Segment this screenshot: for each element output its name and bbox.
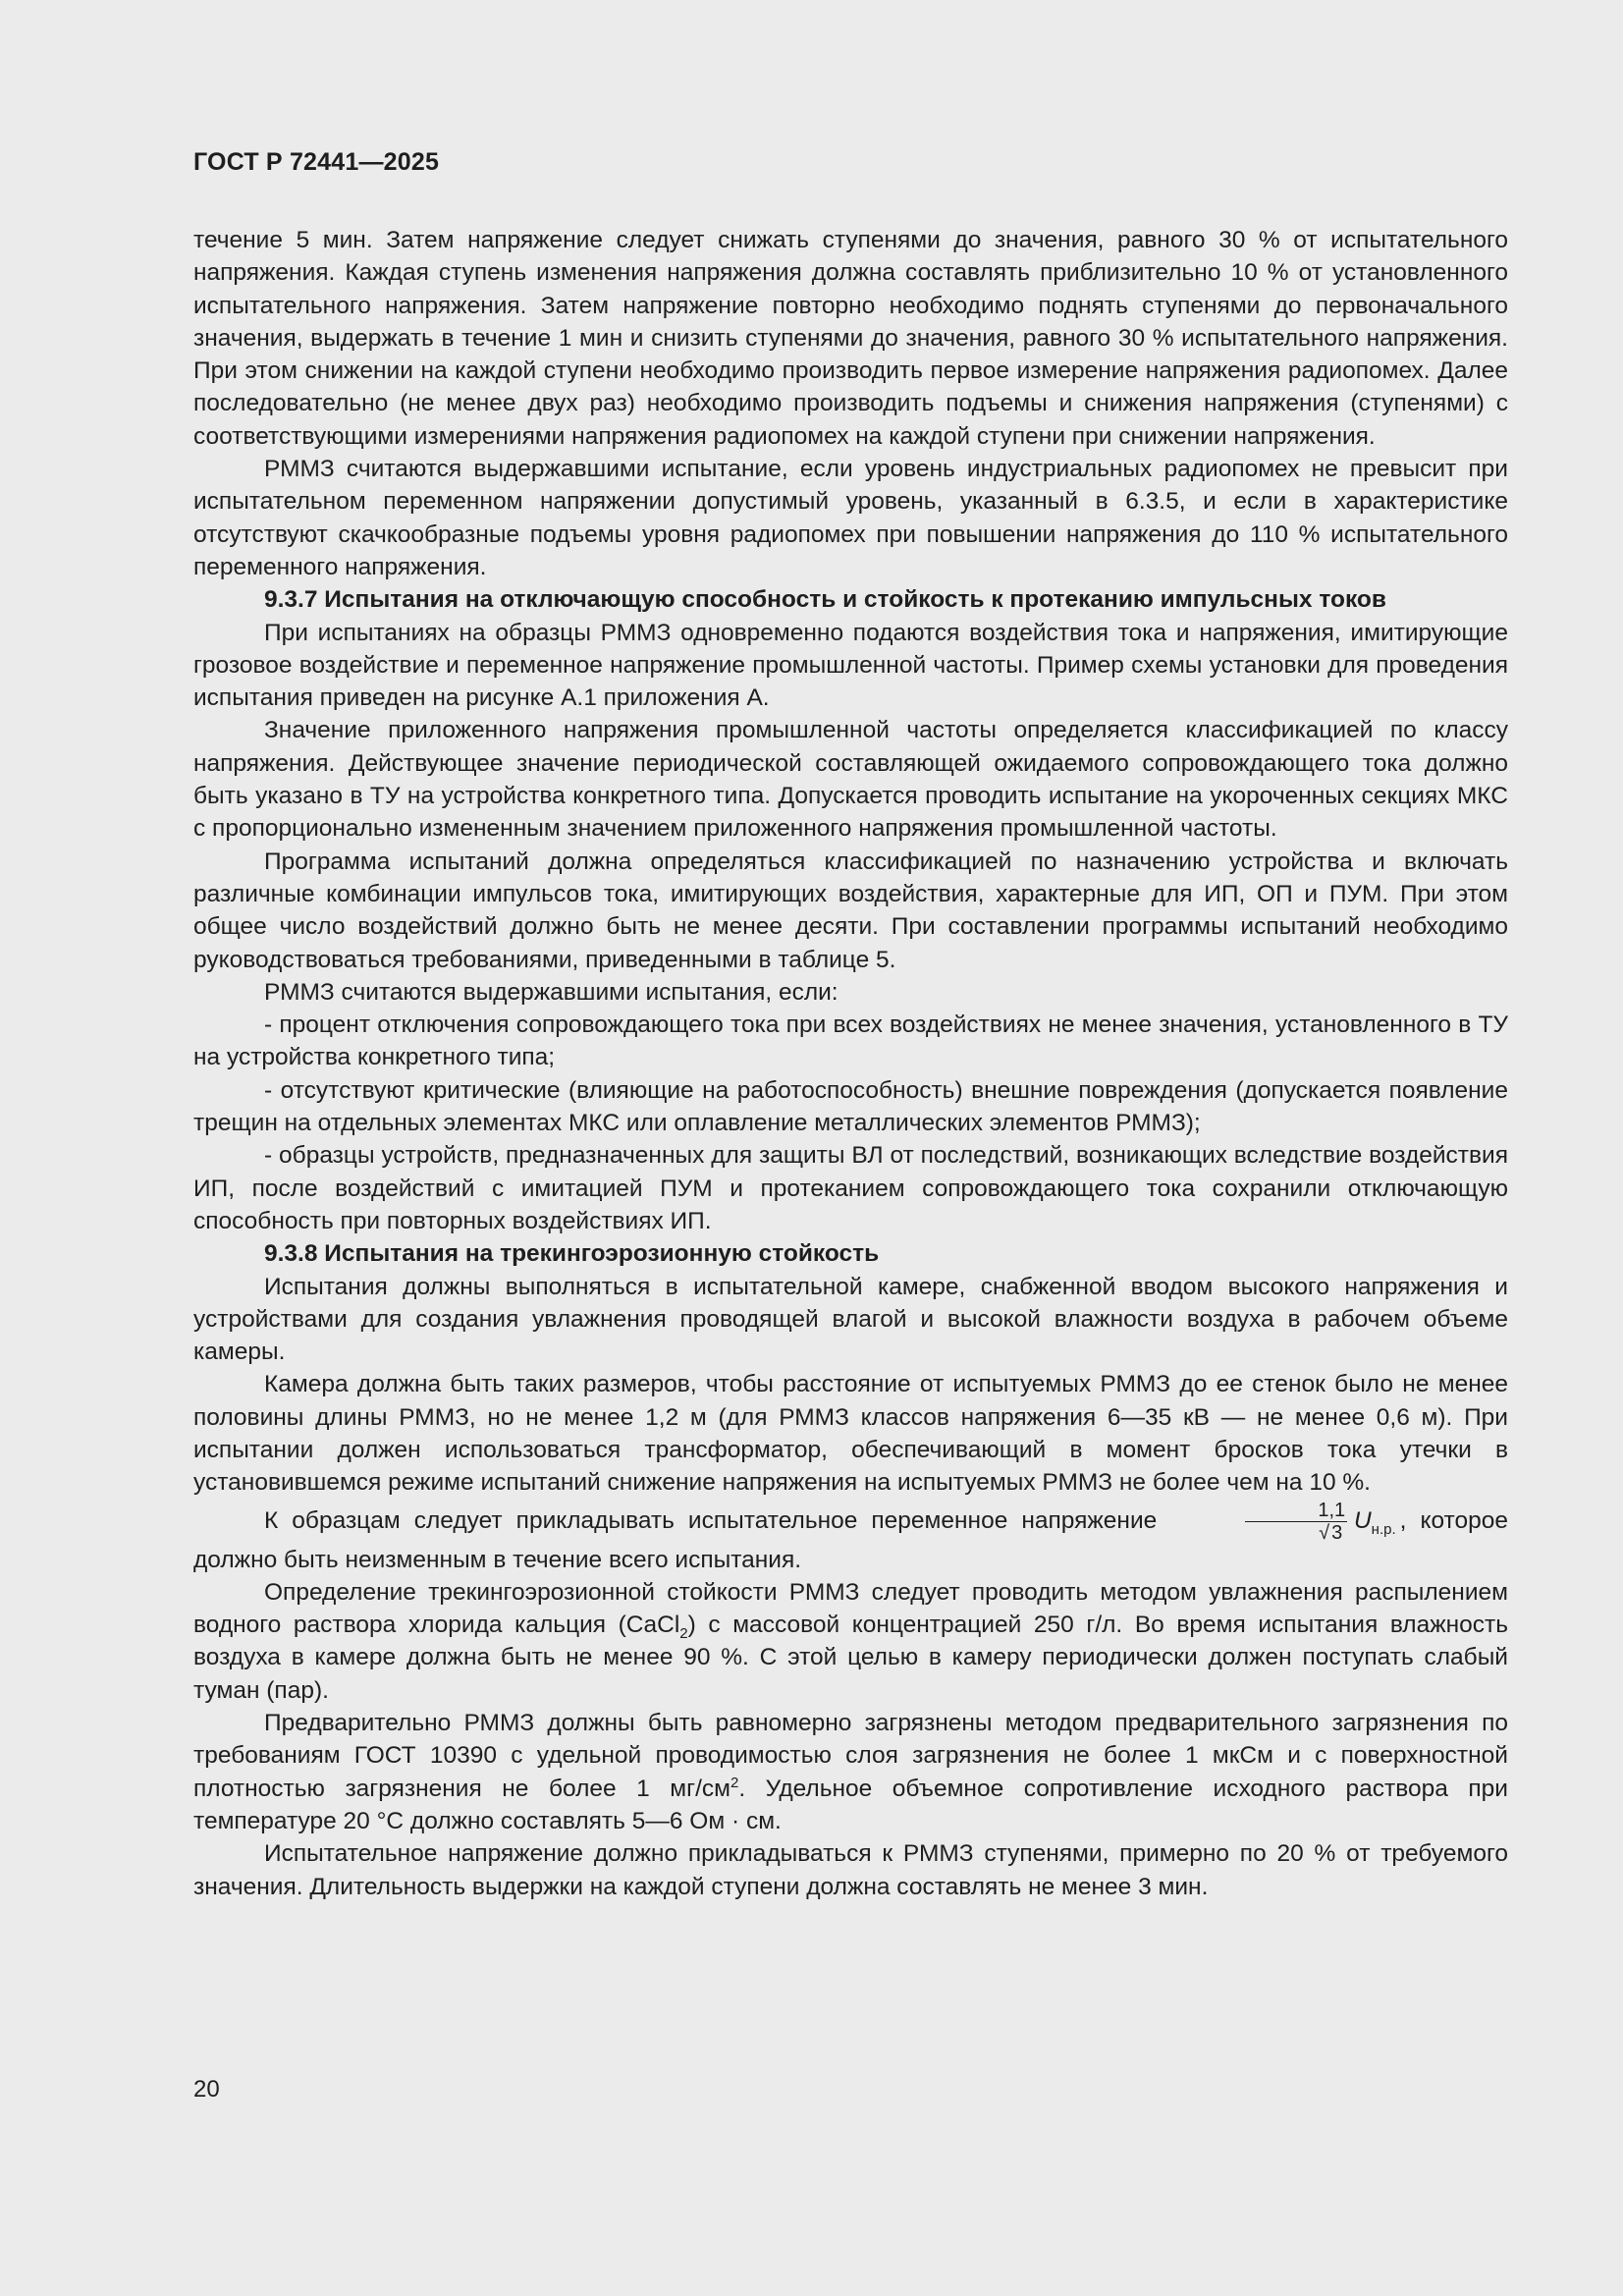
text-run: Предварительно РММЗ должны быть равномерно загрязнены методом предварительного загрязнения по требованиям ГОСТ 10390 с удельной проводимостью слоя загрязнения не более 1 мкСм и с поверхностной плотностью загрязнения не более 1 мг/см [193, 1710, 1508, 1802]
text-run: , которое должно быть неизменным в течение всего испытания. [193, 1506, 1508, 1573]
text-run: ) с массовой концентрацией 250 г/л. Во время испытания влажность воздуха в камере должна быть не менее 90 %. С этой целью в камеру периодически должен поступать слабый туман (пар). [193, 1612, 1508, 1704]
voltage-symbol: U [1353, 1506, 1372, 1534]
section-heading-9-3-7: 9.3.7 Испытания на отключающую способность и стойкость к протеканию импульсных токов [264, 586, 1386, 614]
paragraph [193, 1576, 1508, 1707]
sqrt-argument: 3 [1331, 1521, 1343, 1544]
section-heading-9-3-8: 9.3.8 Испытания на трекингоэрозионную стойкость [264, 1240, 880, 1268]
paragraph: Камера должна быть таких размеров, чтобы расстояние от испытуемых РММЗ до ее стенок было не менее половины длины РММЗ, но не менее 1,2 м (для РММЗ классов напряжения 6—35 кВ — не менее 0,6 м). При испытании должен использоваться трансформатор, обеспечивающий в момент бросков тока утечки в установившемся режиме испытаний снижение напряжения на испытуемых РММЗ не более чем на 10 %. [193, 1371, 1508, 1497]
paragraph [193, 1707, 1508, 1837]
paragraph: РММЗ считаются выдержавшими испытания, если: [264, 978, 839, 1006]
text-run: К образцам следует прикладывать испытательное переменное напряжение [264, 1506, 1158, 1534]
fraction [1245, 1500, 1347, 1544]
voltage-subscript: н.р. [1371, 1520, 1396, 1538]
document-header: ГОСТ Р 72441—2025 [193, 148, 440, 176]
list-item: - процент отключения сопровождающего тока при всех воздействиях не менее значения, установленного в ТУ на устройства конкретного типа; [193, 1011, 1508, 1071]
paragraph-with-formula [193, 1500, 1508, 1576]
voltage-formula [1174, 1500, 1395, 1544]
list-item: - отсутствуют критические (влияющие на работоспособность) внешние повреждения (допускается появление трещин на отдельных элементах МКС или оплавление металлических элементов РММЗ); [193, 1076, 1508, 1137]
document-body [193, 224, 1508, 1903]
paragraph: Значение приложенного напряжения промышленной частоты определяется классификацией по классу напряжения. Действующее значение периодической составляющей ожидаемого сопровождающего тока должно быть указано в ТУ на устройства конкретного типа. Допускается проводить испытание на укороченных секциях МКС с пропорционально измененным значением приложенного напряжения промышленной частоты. [193, 717, 1508, 843]
paragraph: При испытаниях на образцы РММЗ одновременно подаются воздействия тока и напряжения, имитирующие грозовое воздействие и переменное напряжение промышленной частоты. Пример схемы установки для проведения испытания приведен на рисунке А.1 приложения А. [193, 619, 1508, 712]
text-run: Определение трекингоэрозионной стойкости РММЗ следует проводить методом увлажнения распылением водного раствора хлорида кальция (CaCl [193, 1578, 1508, 1639]
fraction-numerator: 1,1 [1245, 1500, 1347, 1522]
paragraph: течение 5 мин. Затем напряжение следует снижать ступенями до значения, равного 30 % от испытательного напряжения. Каждая ступень изменения напряжения должна составлять приблизительно 10 % от установленного испытательного напряжения. Затем напряжение повторно необходимо поднять ступенями до первоначального значения, выдержать в течение 1 мин и снизить ступенями до значения, равного 30 % испытательного напряжения. При этом снижении на каждой ступени необходимо производить первое измерение напряжения радиопомех. Далее последовательно (не менее двух раз) необходимо производить подъемы и снижения напряжения (ступенями) с соответствующими измерениями напряжения радиопомех на каждой ступени при снижении напряжения. [193, 227, 1508, 450]
text-run: . Удельное объемное сопротивление исходного раствора при температуре 20 °С должно составлять 5—6 Ом · см. [193, 1775, 1508, 1834]
superscript: 2 [730, 1774, 739, 1791]
paragraph: Испытательное напряжение должно прикладываться к РММЗ ступенями, примерно по 20 % от требуемого значения. Длительность выдержки на каждой ступени должна составлять не менее 3 мин. [193, 1840, 1508, 1900]
paragraph: РММЗ считаются выдержавшими испытание, если уровень индустриальных радиопомех не превысит при испытательном переменном напряжении допустимый уровень, указанный в 6.3.5, и если в характеристике отсутствуют скачкообразные подъемы уровня радиопомех при повышении напряжения до 110 % испытательного переменного напряжения. [193, 456, 1508, 580]
paragraph: Испытания должны выполняться в испытательной камере, снабженной вводом высокого напряжения и устройствами для создания увлажнения проводящей влагой и высокой влажности воздуха в рабочем объеме камеры. [193, 1273, 1508, 1366]
page-number: 20 [193, 2076, 220, 2103]
subscript: 2 [679, 1625, 688, 1643]
paragraph: Программа испытаний должна определяться классификацией по назначению устройства и включать различные комбинации импульсов тока, имитирующих воздействия, характерные для ИП, ОП и ПУМ. При этом общее число воздействий должно быть не менее десяти. При составлении программы испытаний необходимо руководствоваться требованиями, приведенными в таблице 5. [193, 847, 1508, 973]
fraction-denominator [1245, 1522, 1347, 1544]
list-item: - образцы устройств, предназначенных для защиты ВЛ от последствий, возникающих вследствие воздействия ИП, после воздействий с имитацией ПУМ и протеканием сопровождающего тока сохранили отключающую способность при повторных воздействиях ИП. [193, 1142, 1508, 1234]
sqrt-icon: √ [1319, 1521, 1330, 1544]
